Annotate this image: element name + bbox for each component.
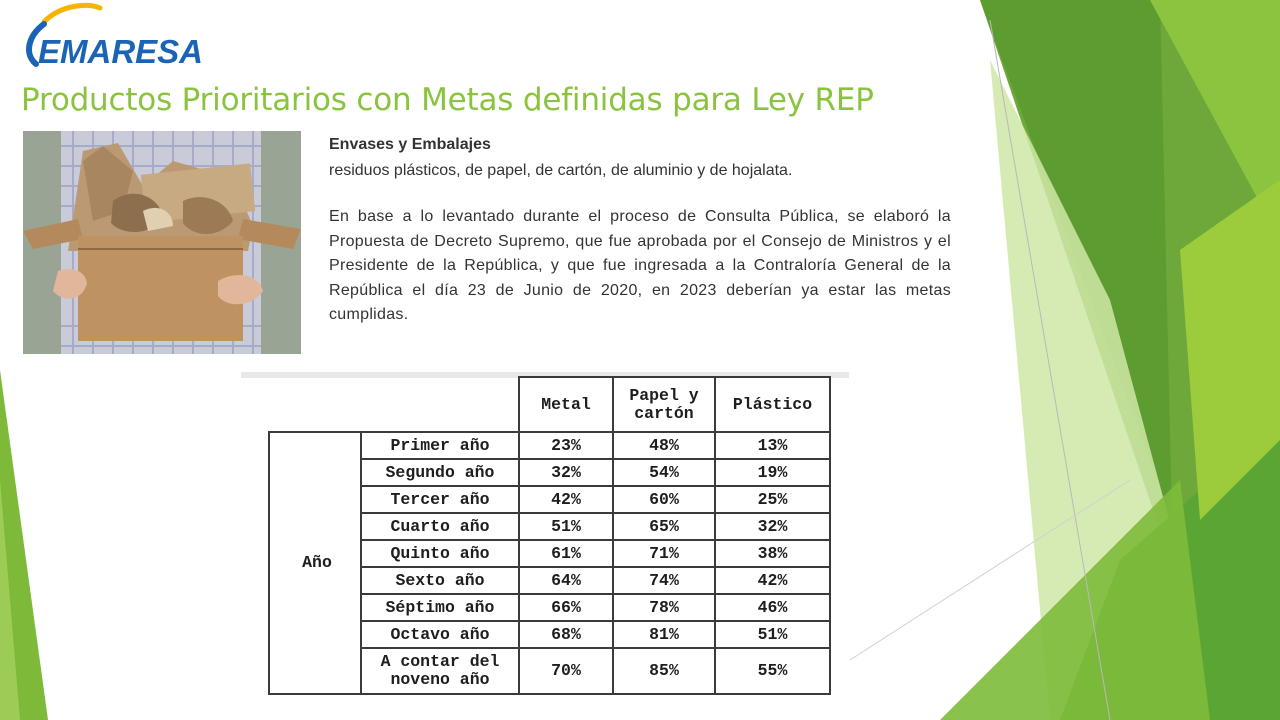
cell-papel: 74% [613,567,715,594]
cell-plastico: 13% [715,432,830,459]
cell-plastico: 25% [715,486,830,513]
table-header-row [269,377,830,432]
row-label: Primer año [361,432,519,459]
cell-plastico: 42% [715,567,830,594]
cell-plastico: 55% [715,648,830,694]
recycling-targets-table [241,372,849,702]
row-label: Séptimo año [361,594,519,621]
row-label: Tercer año [361,486,519,513]
emaresa-logo [14,2,214,70]
cell-papel: 65% [613,513,715,540]
cell-papel: 85% [613,648,715,694]
cell-papel: 71% [613,540,715,567]
row-label: Sexto año [361,567,519,594]
row-group-label: Año [269,432,361,694]
header-metal: Metal [519,377,613,432]
cell-metal: 23% [519,432,613,459]
cell-metal: 70% [519,648,613,694]
cell-plastico: 46% [715,594,830,621]
cell-plastico: 51% [715,621,830,648]
page-title: Productos Prioritarios con Metas definidas para Ley REP [21,82,874,118]
cell-metal: 32% [519,459,613,486]
header-plastico: Plástico [715,377,830,432]
cell-papel: 54% [613,459,715,486]
cell-metal: 42% [519,486,613,513]
row-label: Quinto año [361,540,519,567]
cell-plastico: 32% [715,513,830,540]
cell-papel: 81% [613,621,715,648]
cell-metal: 66% [519,594,613,621]
recycling-box-photo [23,131,301,354]
cell-metal: 64% [519,567,613,594]
cell-plastico: 38% [715,540,830,567]
cell-plastico: 19% [715,459,830,486]
logo-wordmark: EMARESA [38,33,204,70]
header-papel: Papel y cartón [613,377,715,432]
cell-metal: 61% [519,540,613,567]
cell-metal: 51% [519,513,613,540]
row-label: Cuarto año [361,513,519,540]
cell-papel: 60% [613,486,715,513]
row-label: A contar del noveno año [361,648,519,694]
cell-papel: 48% [613,432,715,459]
cell-metal: 68% [519,621,613,648]
targets-table [268,376,831,695]
section-subtext: residuos plásticos, de papel, de cartón, de aluminio y de hojalata. [329,162,793,179]
table-row [269,432,830,459]
section-subtitle: Envases y Embalajes [329,136,491,153]
description-paragraph: En base a lo levantado durante el proceso de Consulta Pública, se elaboró la Propuesta de Decreto Supremo, que fue aprobada por el Consejo de Ministros y el Presidente de la República, y que fue ingresada a la Contraloría General de la República el día 23 de Junio de 2020, en 2023 deberían ya estar las metas cumplidas. [329,208,951,324]
cell-papel: 78% [613,594,715,621]
row-label: Segundo año [361,459,519,486]
row-label: Octavo año [361,621,519,648]
